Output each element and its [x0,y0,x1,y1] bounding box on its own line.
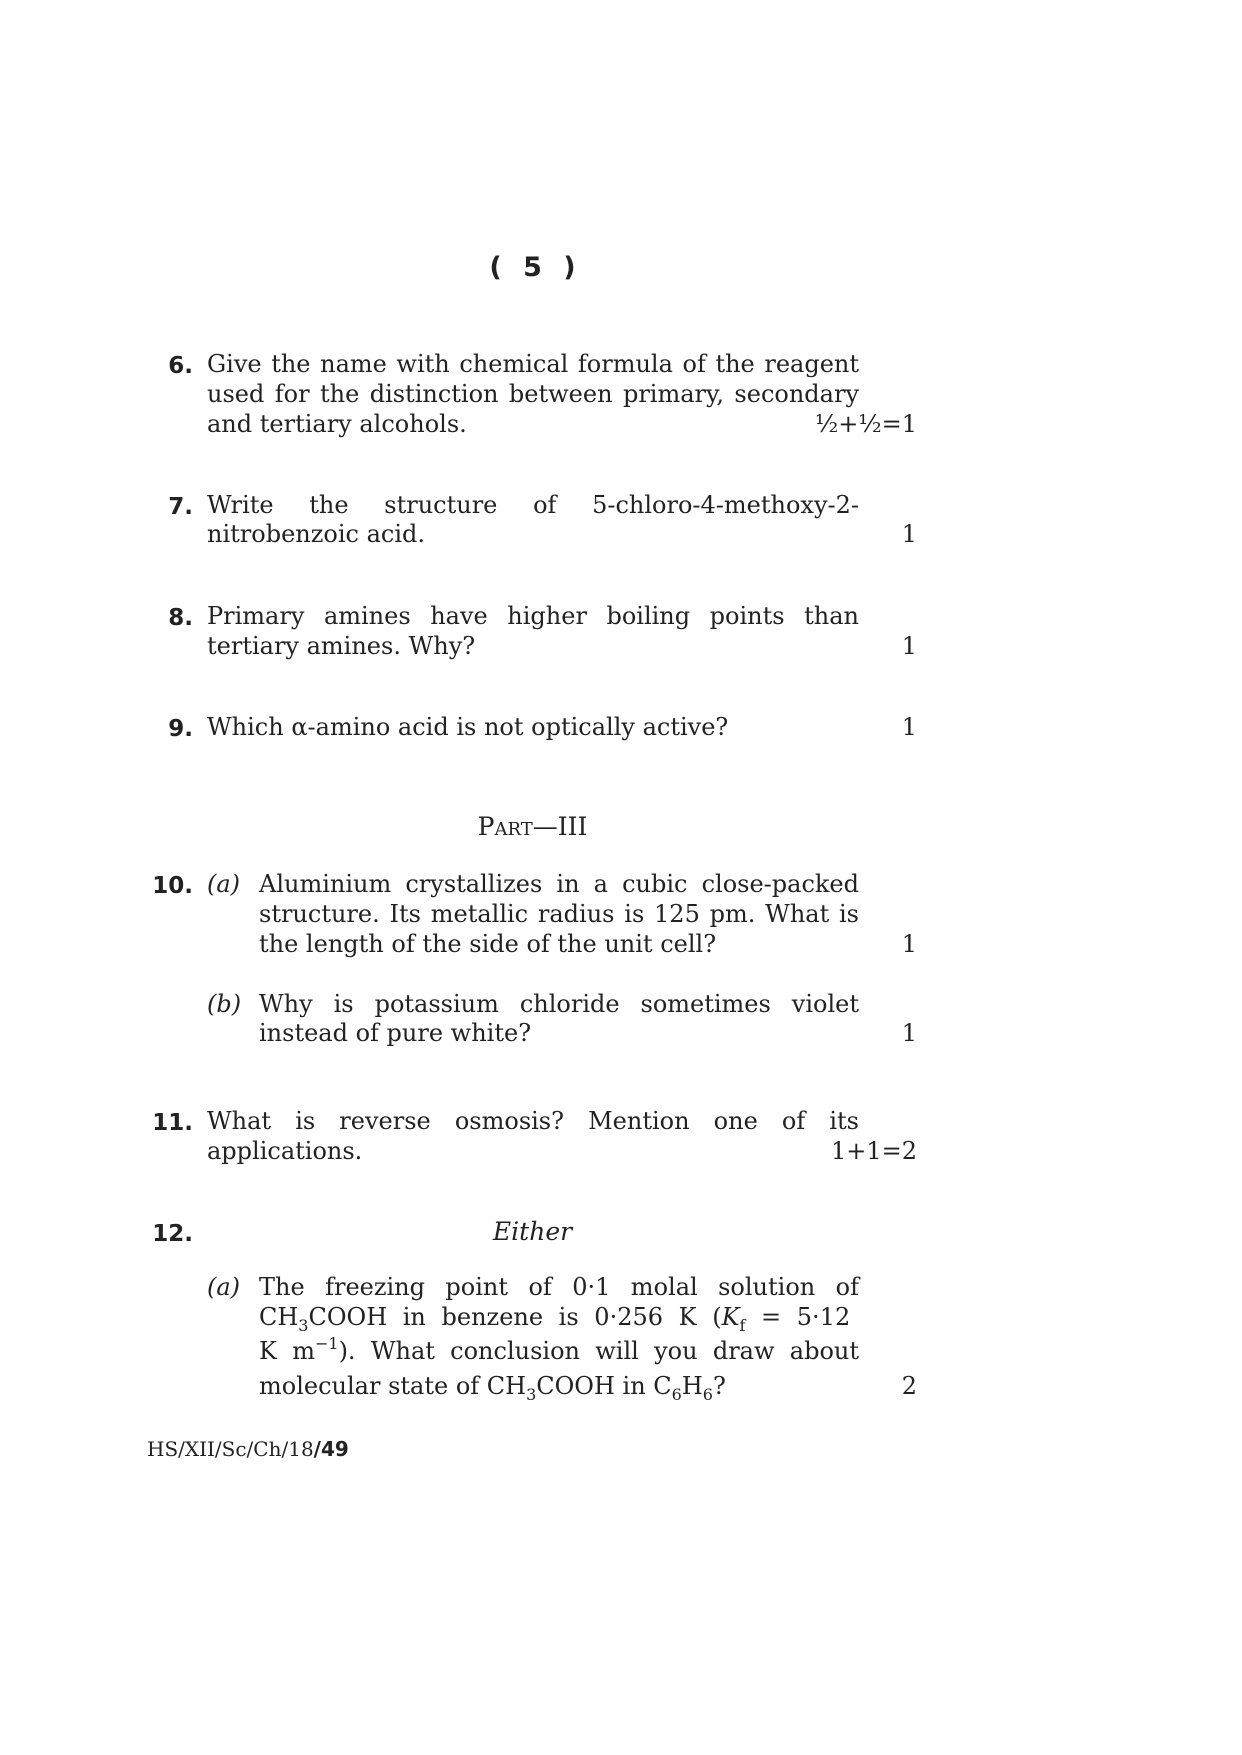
sub-question-label: (a) [207,1273,241,1301]
marks: 1 [901,930,917,958]
formula-text: K [721,1303,740,1331]
formula-text: ). What conclusion will you draw about [338,1337,860,1365]
question-number: 10. [152,873,193,899]
question-text: the length of the side of the unit cell? [259,930,717,958]
question-text [259,1336,859,1366]
formula-text: H [681,1372,703,1400]
question-number: 6. [168,353,193,379]
subscript: 3 [298,1316,309,1335]
question-text: nitrobenzoic acid. [207,520,425,548]
question-number: 7. [168,494,193,520]
marks: 1 [901,520,917,548]
page-number: ( 5 ) [489,252,576,283]
subscript: f [739,1316,746,1335]
marks: 1+1=2 [830,1137,917,1165]
subscript: 3 [526,1385,537,1404]
question-text: Which α-amino acid is not optically active? [207,713,729,741]
question-number: 9. [168,716,193,742]
question-text: and tertiary alcohols. [207,410,467,438]
question-text [259,1371,859,1404]
marks: 1 [901,1019,917,1047]
either-heading: Either [492,1217,573,1246]
question-text: Why is potassium chloride sometimes violet [259,990,859,1018]
sub-question-label: (a) [207,870,241,898]
question-text: Write the structure of 5-chloro-4-methoxy-2- [207,491,859,519]
formula-text: molecular state of CH [259,1372,527,1400]
subscript: 6 [671,1385,682,1404]
question-text: What is reverse osmosis? Mention one of its [207,1107,859,1135]
question-text: tertiary amines. Why? [207,632,476,660]
paper-code-slash: / [313,1437,321,1461]
marks: 2 [901,1372,917,1400]
question-text: structure. Its metallic radius is 125 pm. What is [259,900,859,928]
question-text: applications. [207,1137,363,1165]
formula-text: K m [259,1337,315,1365]
part-heading: Part—III [477,812,588,841]
question-number: 12. [152,1221,193,1247]
question-text: instead of pure white? [259,1019,532,1047]
paper-code-text: HS/XII/Sc/Ch/18 [147,1437,314,1461]
question-text: The freezing point of 0·1 molal solution of [259,1273,859,1301]
formula-text: = 5·12 [745,1303,851,1331]
formula-text: ? [712,1372,726,1400]
paper-code [147,1437,349,1461]
question-text [259,1302,859,1335]
question-text: Give the name with chemical formula of the reagent [207,350,859,378]
sub-question-label: (b) [207,990,242,1018]
marks: 1 [901,713,917,741]
paper-code-number: 49 [320,1437,349,1461]
question-number: 8. [168,605,193,631]
marks: 1 [901,632,917,660]
formula-text: CH [259,1303,299,1331]
subscript: 6 [702,1385,713,1404]
formula-text: COOH in benzene is 0·256 K ( [308,1303,722,1331]
question-text: Aluminium crystallizes in a cubic close-packed [259,870,859,898]
marks: ½+½=1 [814,410,917,438]
formula-text: COOH in C [536,1372,672,1400]
superscript: −1 [314,1334,339,1353]
question-number: 11. [152,1110,193,1136]
question-text: used for the distinction between primary, secondary [207,380,859,408]
question-text: Primary amines have higher boiling points than [207,602,859,630]
